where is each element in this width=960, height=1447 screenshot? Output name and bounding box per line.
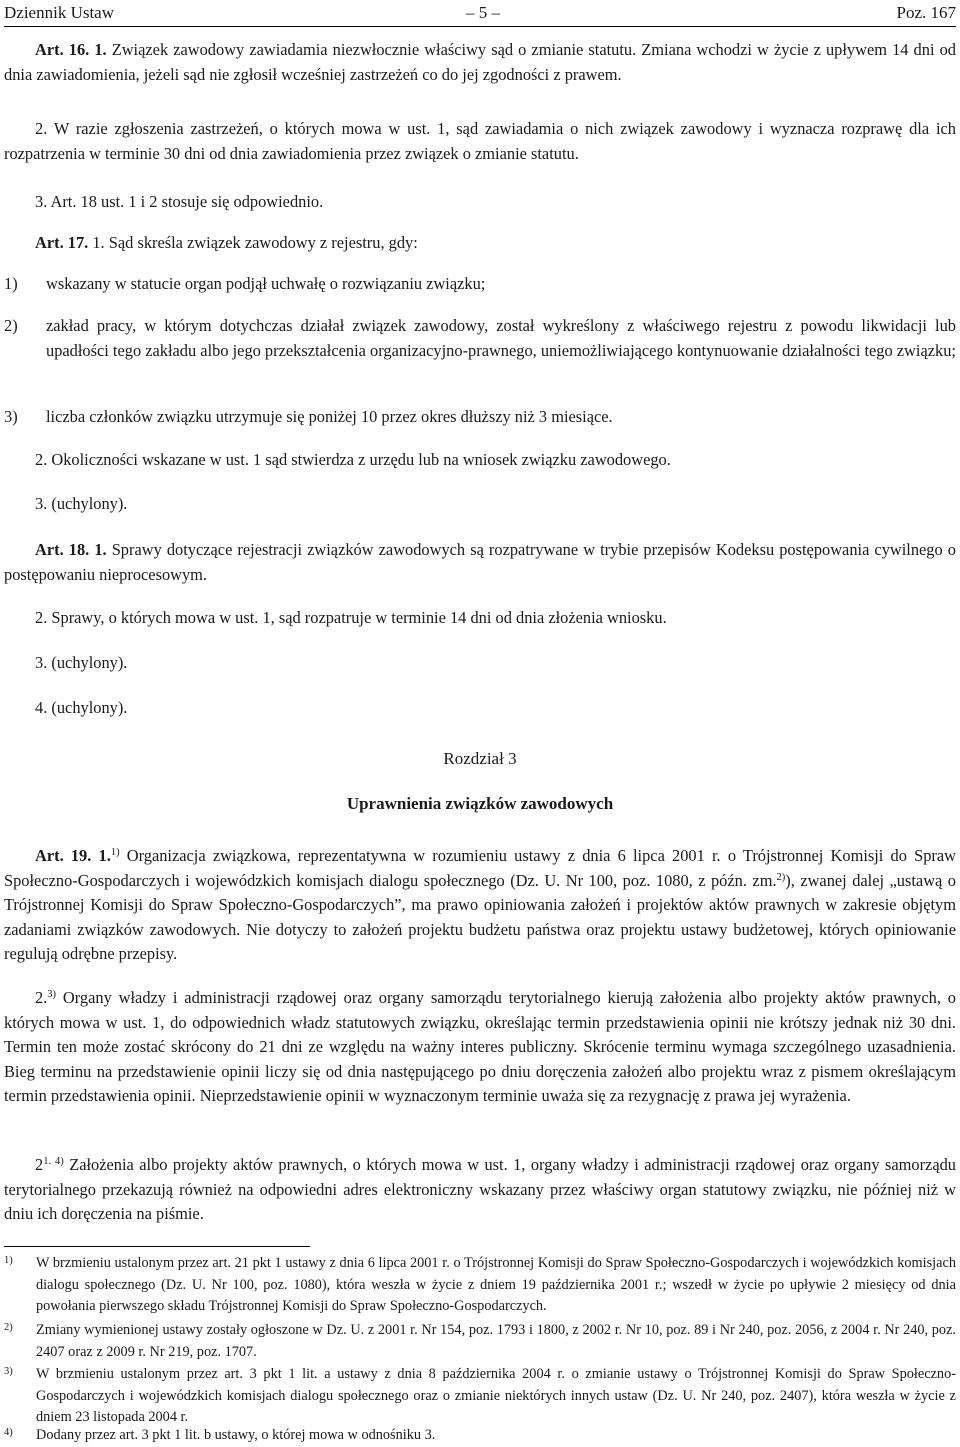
footnote-separator [4, 1246, 310, 1247]
page-number: – 5 – [466, 3, 500, 22]
item-text: zakład pracy, w którym dotychczas działał związek zawodowy, został wykreślony z właściwego rejestru z powodu likwidacji lub upadłości tego zakładu albo jego przekształcenia organizacyjno-prawnego, uniemożliwiającego kontynuowanie działalności tego związku; [46, 316, 956, 360]
art19-para2-num: 2. [35, 988, 48, 1007]
art16-heading: Art. 16. 1. [35, 40, 107, 59]
art18-para4: 4. (uchylony). [35, 698, 128, 717]
art19-para21-num: 2 [35, 1155, 44, 1174]
page-header [4, 0, 956, 27]
footnote-number: 3) [4, 1366, 13, 1377]
footnote-text: W brzmieniu ustalonym przez art. 21 pkt 1 ustawy z dnia 6 lipca 2001 r. o Trójstronnej Komisji do Spraw Społeczno-Gospodarczych i wojewódzkich komisjach dialogu społecznego (Dz. U. Nr 100, poz. 1080), która weszła w życie z dniem 19 października 2001 r.; wszedł w życie po upływie 2 miesięcy od dnia powołania pierwszego składu Trójstronnej Komisji do Spraw Społeczno-Gospodarczych. [36, 1255, 956, 1315]
art19-para21-text: Założenia albo projekty aktów prawnych, o których mowa w ust. 1, organy władzy i administracji rządowej oraz organy samorządu terytorialnego przekazują również na odpowiedni adres elektroniczny wskazany przez właściwy organ statutowy związku, nie później niż w dniu ich doręczenia na piśmie. [4, 1155, 956, 1223]
art17-para1-text: 1. Sąd skreśla związek zawodowy z rejestru, gdy: [88, 233, 418, 252]
art16-para1-text: Związek zawodowy zawiadamia niezwłocznie właściwy sąd o zmianie statutu. Zmiana wchodzi w życie z upływem 14 dni od dnia zawiadomienia, jeżeli sąd nie zgłosił wcześniej zastrzeżeń co do jej zgodności z prawem. [4, 40, 956, 84]
footnote-ref-4: 1. 4) [43, 1156, 64, 1167]
item-number: 1) [4, 274, 18, 293]
footnote-text: Dodany przez art. 3 pkt 1 lit. b ustawy, o której mowa w odnośniku 3. [36, 1427, 436, 1443]
footnote-ref-1: 1) [110, 847, 120, 858]
art17-para3: 3. (uchylony). [35, 494, 128, 513]
art18-para3: 3. (uchylony). [35, 653, 128, 672]
chapter-title: Uprawnienia związków zawodowych [346, 794, 614, 813]
art16-para2: 2. W razie zgłoszenia zastrzeżeń, o których mowa w ust. 1, sąd zawiadamia o nich związek zawodowy i wyznacza rozprawę dla ich rozpatrzenia w terminie 30 dni od dnia zawiadomienia przez związek o zmianie statutu. [4, 119, 956, 163]
footnote-ref-3: 3) [47, 989, 57, 1000]
footnote-number: 2) [4, 1322, 13, 1333]
item-text: liczba członków związku utrzymuje się poniżej 10 przez okres dłuższy niż 3 miesiące. [46, 407, 613, 426]
chapter-number: Rozdział 3 [443, 749, 517, 768]
item-text: wskazany w statucie organ podjął uchwałę o rozwiązaniu związku; [46, 274, 486, 293]
art19-para2 [4, 986, 956, 1109]
art17-heading: Art. 17. [35, 233, 89, 252]
art18-heading: Art. 18. 1. [35, 540, 107, 559]
art19-para1-text-b: ), zwanej dalej „ustawą o Trójstronnej Komisji do Spraw Społeczno-Gospodarczych”, ma prawo opiniowania założeń i projektów aktów prawnych w zakresie objętym zadaniami związków zawodowych. Nie dotyczy to założeń projektu budżetu państwa oraz projektu ustawy budżetowej, których opiniowanie regulują odrębne przepisy. [4, 870, 956, 963]
art17-para2: 2. Okoliczności wskazane w ust. 1 sąd stwierdza z urzędu lub na wniosek związku zawodowego. [35, 450, 671, 469]
art18-para1 [4, 538, 956, 587]
footnote-ref-2: 2) [776, 871, 786, 883]
footnote-2 [4, 1320, 956, 1363]
item-number: 2) [4, 316, 18, 335]
art16-para3: 3. Art. 18 ust. 1 i 2 stosuje się odpowiednio. [35, 192, 324, 211]
art18-para1-text: Sprawy dotyczące rejestracji związków zawodowych są rozpatrywane w trybie przepisów Kodeksu postępowania cywilnego o postępowaniu nieprocesowym. [4, 540, 956, 584]
art19-para1-text-a: Organizacja związkowa, reprezentatywna w rozumieniu ustawy z dnia 6 lipca 2001 r. o Trójstronnej Komisji do Spraw Społeczno-Gospodarczych i wojewódzkich komisjach dialogu społecznego (Dz. U. Nr 100, poz. 1080, z późn. zm. [4, 846, 956, 890]
footnote-1 [4, 1253, 956, 1318]
footnote-4 [4, 1425, 956, 1447]
art17-item-1 [4, 272, 956, 297]
footnote-number: 4) [4, 1427, 13, 1438]
journal-name: Dziennik Ustaw [4, 3, 115, 22]
art19-para2-1 [4, 1153, 956, 1227]
art18-para2: 2. Sprawy, o których mowa w ust. 1, sąd rozpatruje w terminie 14 dni od dnia złożenia wniosku. [35, 608, 667, 627]
art17-item-3 [4, 405, 956, 430]
art19-para1 [4, 844, 956, 967]
art19-heading: Art. 19. 1. [35, 846, 111, 865]
footnote-number: 1) [4, 1255, 13, 1266]
item-number: 3) [4, 407, 18, 426]
art17-item-2 [4, 314, 956, 363]
position-number: Poz. 167 [896, 3, 956, 22]
footnote-text: Zmiany wymienionej ustawy zostały ogłoszone w Dz. U. z 2001 r. Nr 154, poz. 1793 i 1800, z 2002 r. Nr 10, poz. 89 i Nr 240, poz. 2056, z 2004 r. Nr 240, poz. 2407 oraz z 2009 r. Nr 219, poz. 1707. [36, 1322, 956, 1360]
art17-para1 [4, 231, 956, 256]
art16-para1 [4, 38, 956, 87]
art19-para2-text: Organy władzy i administracji rządowej oraz organy samorządu terytorialnego kierują założenia albo projekty aktów prawnych, o których mowa w ust. 1, do odpowiednich władz statutowych związku, określając termin przedstawienia opinii nie krótszy jednak niż 30 dni. Termin ten może zostać skrócony do 21 dni ze względu na ważny interes publiczny. Skrócenie terminu wymaga szczególnego uzasadnienia. Bieg terminu na przedstawienie opinii liczy się od dnia następującego po dniu doręczenia założeń albo projektu wraz z pismem określającym termin przedstawienia opinii. Nieprzedstawienie opinii w wyznaczonym terminie uważa się za rezygnację z prawa jej wyrażenia. [4, 988, 956, 1105]
footnote-text: W brzmieniu ustalonym przez art. 3 pkt 1 lit. a ustawy z dnia 8 października 2004 r. o zmianie ustawy o Trójstronnej Komisji do Spraw Społeczno-Gospodarczych i wojewódzkich komisjach dialogu społecznego oraz o zmianie niektórych innych ustaw (Dz. U. Nr 240, poz. 2407), która weszła w życie z dniem 23 listopada 2004 r. [36, 1366, 956, 1426]
footnote-3 [4, 1364, 956, 1429]
